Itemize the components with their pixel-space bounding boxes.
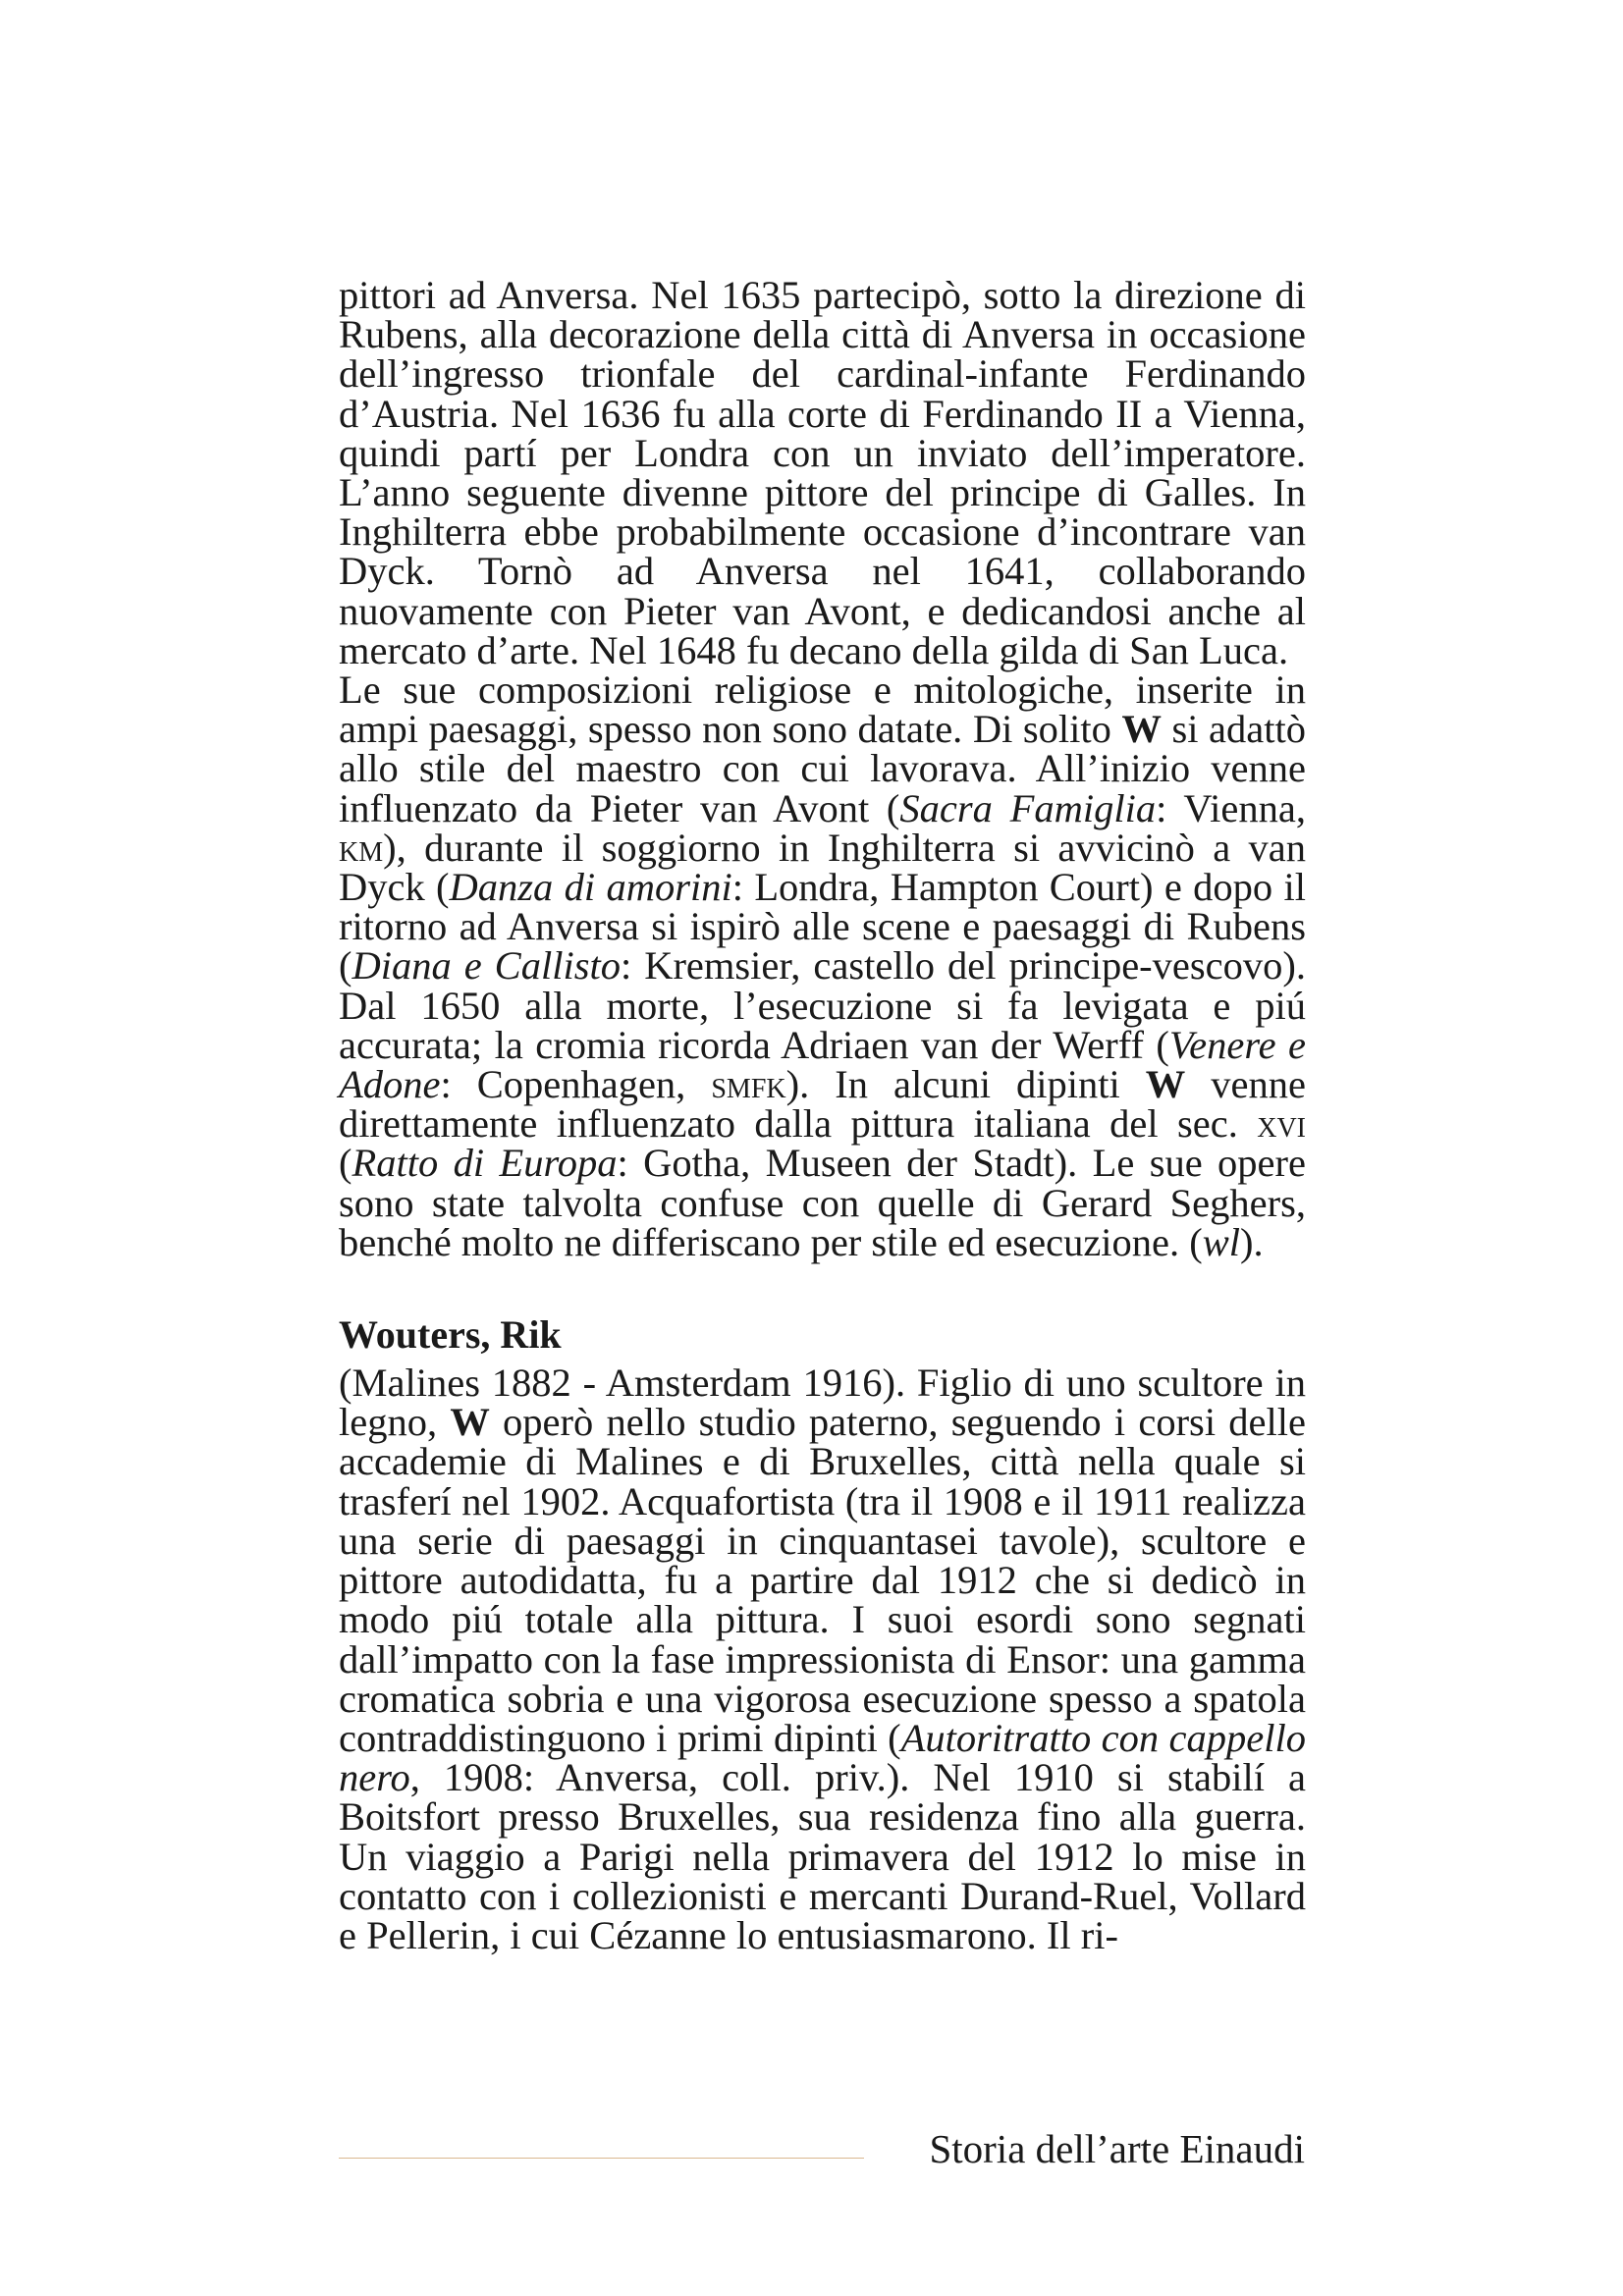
text-column <box>339 273 1307 1957</box>
text-run: : Vienna, <box>1156 785 1307 830</box>
paragraph-1: pittori ad Anversa. Nel 1635 partecipò, sotto la direzione di Rubens, alla decorazione della città di Anversa in occasione dell’ingresso trionfale del cardinal-infante Ferdinando d’Austria. Nel 1636 fu alla corte di Ferdinando II a Vienna, quindi partí per Londra con un inviato dell’imperatore. L’anno seguente divenne pittore del principe di Galles. In Inghilterra ebbe probabilmente occasione d’incontrare van Dyck. Tornò ad Anversa nel 1641, collaborando nuovamente con Pieter van Avont, e dedicandosi anche al mercato d’arte. Nel 1648 fu decano della gilda di San Luca. <box>339 273 1306 672</box>
text-run: Le sue composizioni religiose e mitologiche, inserite in ampi paesaggi, spesso non sono datate. Di solito <box>339 667 1306 752</box>
century-numeral: xvi <box>1257 1102 1306 1147</box>
artwork-title: Sacra Famiglia <box>899 785 1157 830</box>
author-signature: wl <box>1202 1219 1241 1264</box>
text-run: ). In alcuni dipinti <box>785 1062 1146 1107</box>
text-run: : Kremsier, castello del principe-vescovo). Dal 1650 alla morte, l’esecuzione si fa levigata e piú accurata; la cromia ricorda Adriaen van der Werff ( <box>339 943 1306 1067</box>
artwork-title: Autoritratto con cappello nero <box>339 1715 1306 1800</box>
paragraph-2 <box>339 667 1307 1264</box>
museum-abbrev: smfk <box>711 1063 786 1107</box>
text-run: ( <box>339 1141 352 1186</box>
text-run: : Londra, Hampton Court) e dopo il ritorno ad Anversa si ispirò alle scene e paesaggi di Rubens ( <box>339 865 1306 988</box>
artwork-title: Diana e Callisto <box>352 943 621 988</box>
text-run: ), durante il soggiorno in Inghilterra si avvicinò a van Dyck ( <box>339 825 1306 910</box>
text-run: ). <box>1240 1219 1264 1264</box>
paragraph-3 <box>339 1363 1306 1955</box>
author-initial: W <box>450 1400 490 1445</box>
text-run: operò nello studio paterno, seguendo i corsi delle accademie di Malines e di Bruxelles, città nella quale si trasferí nel 1902. Acquafortista (tra il 1908 e il 1911 realizza una serie di paesaggi in cinquantasei tavole), scultore e pittore autodidatta, fu a partire dal 1912 che si dedicò in modo piú totale alla pittura. I suoi esordi sono segnati dall’impatto con la fase impressionista di Ensor: una gamma cromatica sobria e una vigorosa esecuzione spesso a spatola contraddistinguono i primi dipinti ( <box>339 1400 1306 1760</box>
text-run: : Copenhagen, <box>440 1062 712 1107</box>
text-run: (Malines 1882 - Amsterdam 1916). Figlio di uno scultore in legno, <box>339 1361 1306 1445</box>
artwork-title: Venere e Adone <box>339 1022 1306 1107</box>
artwork-title: Danza di amorini <box>449 865 732 910</box>
text-run: : Gotha, Museen der Stadt). Le sue opere sono state talvolta confuse con quelle di Gerard Seghers, benché molto ne differiscano per stile ed esecuzione. ( <box>339 1141 1306 1264</box>
text-run: , 1908: Anversa, coll. priv.). Nel 1910 si stabilí a Boitsfort presso Bruxelles, sua residenza fino alla guerra. Un viaggio a Parigi nella primavera del 1912 lo mise in contatto con i collezionisti e mercanti Durand-Ruel, Vollard e Pellerin, i cui Cézanne lo entusiasmarono. Il ri- <box>339 1755 1306 1957</box>
entry-heading: Wouters, Rik <box>339 1312 562 1358</box>
author-initial: W <box>1121 707 1162 752</box>
author-initial: W <box>1145 1062 1186 1107</box>
footer-title: Storia dell’arte Einaudi <box>929 2126 1305 2171</box>
footer-rule <box>339 2158 864 2159</box>
text-run: si adattò allo stile del maestro con cui lavorava. All’inizio venne influenzato da Pieter van Avont ( <box>339 707 1306 830</box>
artwork-title: Ratto di Europa <box>352 1141 618 1186</box>
museum-abbrev: km <box>339 826 384 870</box>
text-run: venne direttamente influenzato dalla pittura italiana del sec. <box>339 1062 1306 1147</box>
